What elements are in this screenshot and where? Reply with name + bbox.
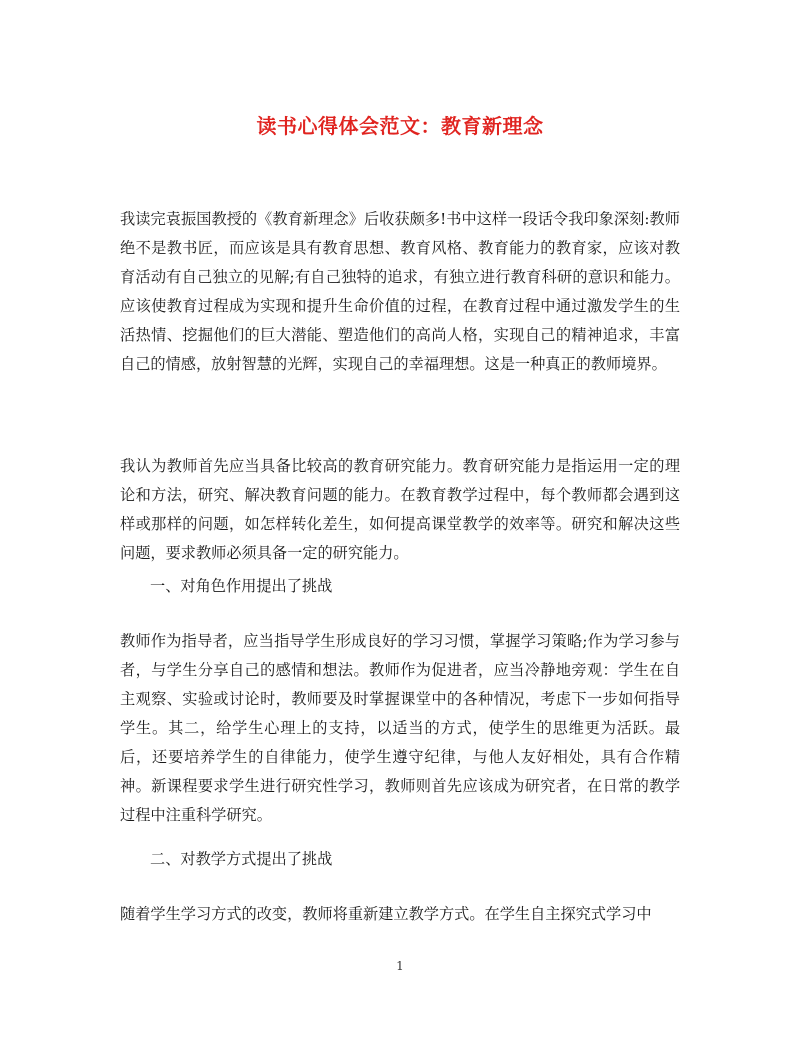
paragraph-teacher-roles: 教师作为指导者，应当指导学生形成良好的学习习惯，掌握学习策略;作为学习参与者，与学生分享自己的感情和想法。教师作为促进者，应当冷静地旁观：学生在自主观察、实验或讨论时，教师要及时掌握课堂中的各种情况，考虑下一步如何指导学生。其二，给学生心理上的支持，以适当的方式，使学生的思维更为活跃。最后，还要培养学生的自律能力，使学生遵守纪律，与他人友好相处，具有合作精神。新课程要求学生进行研究性学习，教师则首先应该成为研究者，在日常的教学过程中注重科学研究。 bbox=[120, 632, 680, 824]
document-title: 读书心得体会范文：教育新理念 bbox=[256, 114, 544, 138]
section-heading-role: 一、对角色作用提出了挑战 bbox=[150, 577, 333, 595]
paragraph-teaching-method: 随着学生学习方式的改变，教师将重新建立教学方式。在学生自主探究式学习中 bbox=[120, 905, 652, 923]
paragraph-intro: 我读完袁振国教授的《教育新理念》后收获颇多!书中这样一段话令我印象深刻:教师绝不是教书匠，而应该是具有教育思想、教育风格、教育能力的教育家，应该对教育活动有自己独立的见解;有自己独特的追求，有独立进行教育科研的意识和能力。应该使教育过程成为实现和提升生命价值的过程，在教育过程中通过激发学生的生活热情、挖掘他们的巨大潜能、塑造他们的高尚人格，实现自己的精神追求，丰富自己的情感，放射智慧的光辉，实现自己的幸福理想。这是一种真正的教师境界。 bbox=[120, 210, 680, 373]
paragraph-research-ability: 我认为教师首先应当具备比较高的教育研究能力。教育研究能力是指运用一定的理论和方法，研究、解决教育问题的能力。在教育教学过程中，每个教师都会遇到这样或那样的问题，如怎样转化差生，如何提高课堂教学的效率等。研究和解决这些问题，要求教师必须具备一定的研究能力。 bbox=[120, 457, 680, 562]
section-heading-teaching-method: 二、对教学方式提出了挑战 bbox=[150, 850, 333, 868]
page-number: 1 bbox=[396, 959, 404, 973]
